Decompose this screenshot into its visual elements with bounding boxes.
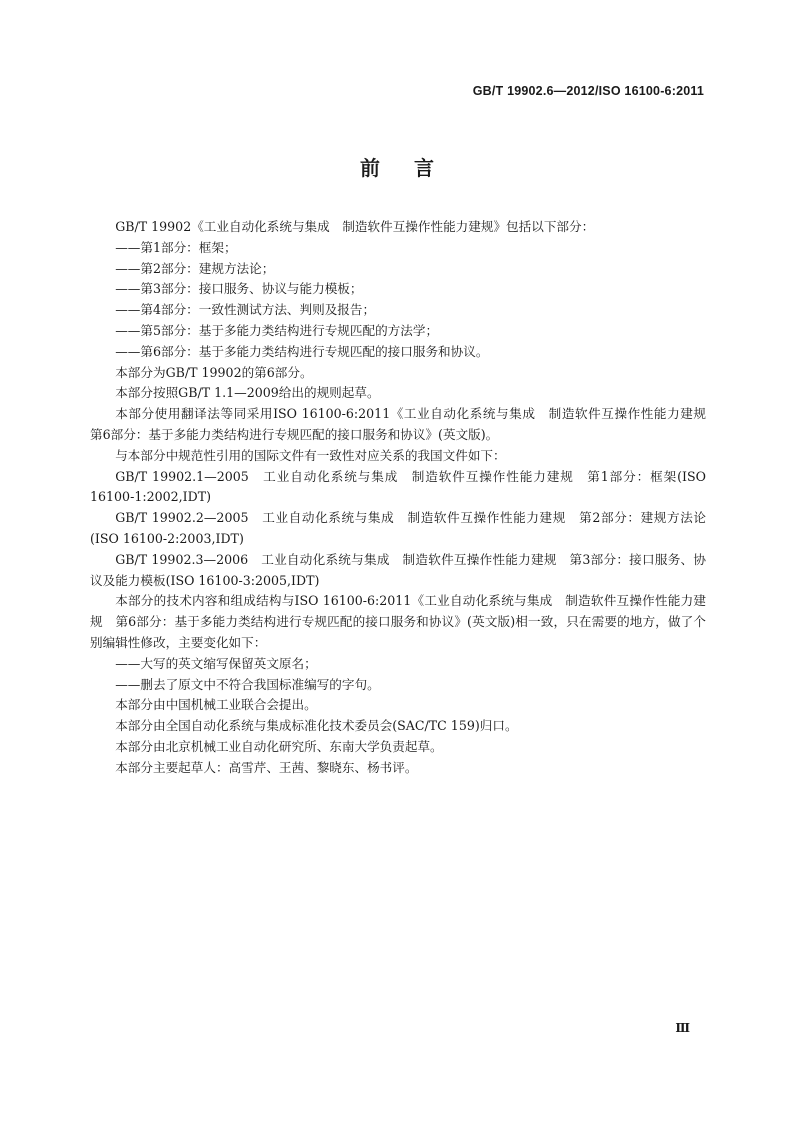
paragraph-adoption: 本部分使用翻译法等同采用ISO 16100-6:2011《工业自动化系统与集成 制造软件互操作性能力建规 第6部分：基于多能力类结构进行专规匹配的接口服务和协议》(英文版)。: [90, 406, 719, 442]
paragraph-part-statement: 本部分为GB/T 19902的第6部分。: [115, 364, 313, 380]
list-item-part-6: ——第6部分：基于多能力类结构进行专规匹配的接口服务和协议。: [115, 343, 489, 359]
paragraph-drafting-units: 本部分由北京机械工业自动化研究所、东南大学负责起草。: [115, 738, 443, 754]
list-item-part-2: ——第2部分：建规方法论；: [115, 260, 275, 276]
list-item-part-1: ——第1部分：框架；: [115, 239, 237, 255]
paragraph-proposer: 本部分由中国机械工业联合会提出。: [115, 697, 317, 713]
paragraph-committee: 本部分由全国自动化系统与集成标准化技术委员会(SAC/TC 159)归口。: [115, 718, 518, 734]
paragraph-drafting-rules: 本部分按照GB/T 1.1—2009给出的规则起草。: [115, 385, 380, 401]
reference-item-1: GB/T 19902.1—2005 工业自动化系统与集成 制造软件互操作性能力建规 第1部分：框架(ISO 16100-1:2002,IDT): [90, 468, 706, 505]
page-number: Ⅲ: [675, 1021, 690, 1035]
paragraph-intro: GB/T 19902《工业自动化系统与集成 制造软件互操作性能力建规》包括以下部分：: [115, 219, 595, 234]
paragraph-drafters: 本部分主要起草人：高雪芹、王茜、黎晓东、杨书评。: [115, 759, 418, 775]
document-body: [90, 217, 719, 779]
reference-item-2: GB/T 19902.2—2005 工业自动化系统与集成 制造软件互操作性能力建规 第2部分：建规方法论(ISO 16100-2:2003,IDT): [90, 510, 706, 546]
change-item-2: ——删去了原文中不符合我国标准编写的字句。: [115, 676, 380, 692]
paragraph-technical-content: 本部分的技术内容和组成结构与ISO 16100-6:2011《工业自动化系统与集成 制造软件互操作性能力建规 第6部分：基于多能力类结构进行专规匹配的接口服务和协议》(英文版)相一致，只在需要的地方，做了个别编辑性修改，主要变化如下：: [90, 593, 706, 650]
change-item-1: ——大写的英文缩写保留英文原名；: [115, 655, 317, 671]
list-item-part-3: ——第3部分：接口服务、协议与能力模板；: [115, 281, 363, 297]
list-item-part-5: ——第5部分：基于多能力类结构进行专规匹配的方法学；: [115, 322, 439, 338]
reference-item-3: GB/T 19902.3—2006 工业自动化系统与集成 制造软件互操作性能力建规 第3部分：接口服务、协议及能力模板(ISO 16100-3:2005,IDT): [90, 551, 706, 588]
standard-code-header: GB/T 19902.6—2012/ISO 16100-6:2011: [472, 84, 704, 98]
list-item-part-4: ——第4部分：一致性测试方法、判则及报告；: [115, 302, 376, 318]
paragraph-references-intro: 与本部分中规范性引用的国际文件有一致性对应关系的我国文件如下：: [115, 447, 506, 463]
page-title: 前言: [360, 156, 468, 180]
